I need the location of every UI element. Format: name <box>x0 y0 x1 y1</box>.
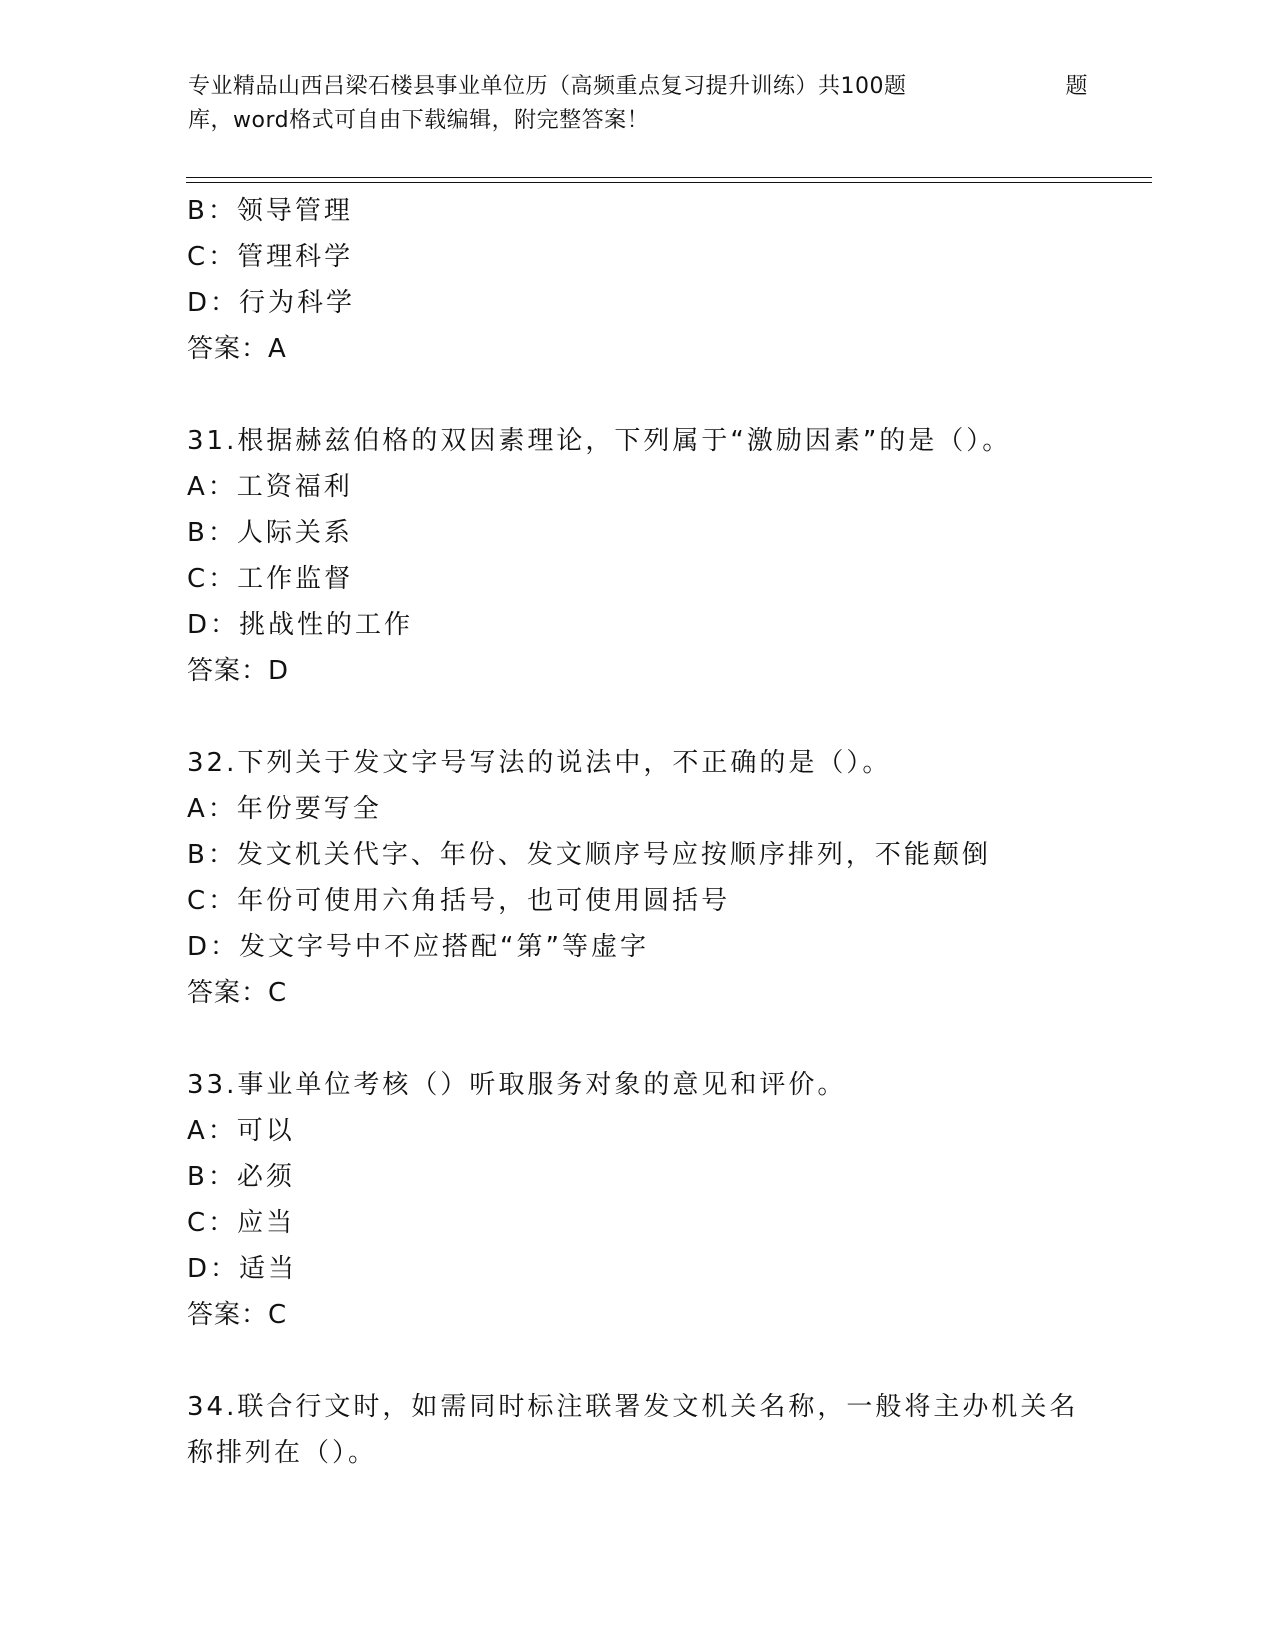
question-34 <box>187 1384 1117 1476</box>
header-divider-bottom <box>186 182 1152 183</box>
header-title-main: 专业精品山西吕梁石楼县事业单位历（高频重点复习提升训练）共100题 <box>188 74 907 99</box>
option-c: C：管理科学 <box>187 242 354 272</box>
spacer <box>187 1338 1117 1384</box>
spacer <box>187 694 1117 740</box>
question-32 <box>187 740 1117 1016</box>
option-c: C：工作监督 <box>187 564 354 594</box>
option-b: B：人际关系 <box>187 518 353 548</box>
option-a: A：工资福利 <box>187 472 353 502</box>
answer: 答案：C <box>187 978 288 1008</box>
option-d: D：适当 <box>187 1254 298 1284</box>
answer: 答案：D <box>187 656 290 686</box>
option-a: A：可以 <box>187 1116 295 1146</box>
spacer <box>187 372 1117 418</box>
option-c: C：年份可使用六角括号，也可使用圆括号 <box>187 886 731 916</box>
header-divider-top <box>186 177 1152 178</box>
question-33 <box>187 1062 1117 1338</box>
question-stem: 32.下列关于发文字号写法的说法中，不正确的是（）。 <box>187 748 892 778</box>
option-d: D：发文字号中不应搭配“第”等虚字 <box>187 932 649 962</box>
option-b: B：领导管理 <box>187 196 353 226</box>
answer: 答案：A <box>187 334 287 364</box>
question-30-continued <box>187 188 1117 372</box>
header-title-tail: 题 <box>1065 74 1088 99</box>
header-title-line2: 库，word格式可自由下载编辑，附完整答案！ <box>188 108 650 133</box>
option-b: B：发文机关代字、年份、发文顺序号应按顺序排列，不能颠倒 <box>187 840 991 870</box>
answer: 答案：C <box>187 1300 288 1330</box>
question-stem: 33.事业单位考核（）听取服务对象的意见和评价。 <box>187 1070 847 1100</box>
option-b: B：必须 <box>187 1162 295 1192</box>
question-stem-line1: 34.联合行文时，如需同时标注联署发文机关名称，一般将主办机关名 <box>187 1392 1079 1422</box>
question-stem: 31.根据赫兹伯格的双因素理论，下列属于“激励因素”的是（）。 <box>187 426 1012 456</box>
header-title-line1 <box>188 70 1088 104</box>
option-c: C：应当 <box>187 1208 296 1238</box>
question-stem-line2: 称排列在（）。 <box>187 1438 378 1468</box>
spacer <box>187 1016 1117 1062</box>
option-d: D：行为科学 <box>187 288 356 318</box>
document-body <box>187 188 1117 1476</box>
document-header <box>188 70 1088 138</box>
question-31 <box>187 418 1117 694</box>
option-a: A：年份要写全 <box>187 794 382 824</box>
option-d: D：挑战性的工作 <box>187 610 414 640</box>
